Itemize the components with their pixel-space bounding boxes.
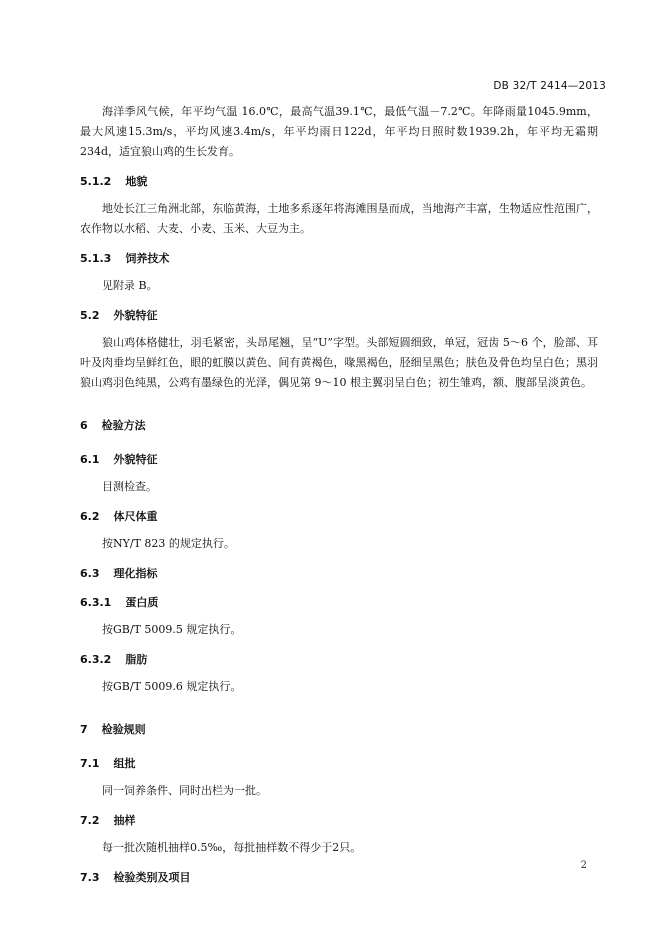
heading-5-1-3: [80, 250, 598, 268]
section-title: 理化指标: [113, 567, 158, 580]
heading-6-2: [80, 508, 598, 526]
heading-7-3: [80, 869, 598, 887]
section-number: 6.3: [80, 567, 100, 580]
heading-7-1: [80, 755, 598, 773]
paragraph-appearance: 狼山鸡体格健壮，羽毛紧密，头昂尾翘，呈“U”字型。头部短圆细致，单冠，冠齿 5～6 个，脸部、耳叶及肉垂均呈鲜红色，眼的虹膜以黄色、间有黄褐色，喙黑褐色，胫细呈黑色；肤色及骨色均呈白色；黑羽狼山鸡羽色纯黑，公鸡有墨绿色的光泽，偶见第 9～10 根主翼羽呈白色；初生雏鸡，额、腹部呈淡黄色。: [80, 336, 598, 389]
paragraph-fat: 按GB/T 5009.6 规定执行。: [102, 680, 242, 693]
section-number: 6.1: [80, 453, 100, 466]
section-number: 7.3: [80, 871, 100, 884]
section-title: 外貌特征: [113, 453, 158, 466]
paragraph-feeding: 见附录 B。: [102, 279, 158, 292]
heading-6-3-1: [80, 594, 598, 612]
section-title: 检验规则: [101, 723, 146, 736]
paragraph-batch: 同一饲养条件、同时出栏为一批。: [102, 784, 267, 797]
section-title: 饲养技术: [125, 252, 170, 265]
section-number: 6.3.2: [80, 653, 112, 666]
section-number: 6: [80, 419, 88, 432]
section-title: 地貌: [125, 175, 148, 188]
heading-7: [80, 721, 598, 739]
section-number: 7.2: [80, 814, 100, 827]
paragraph-protein: 按GB/T 5009.5 规定执行。: [102, 623, 242, 636]
heading-5-1-2: [80, 173, 598, 191]
section-title: 外貌特征: [113, 309, 158, 322]
section-number: 7: [80, 723, 88, 736]
section-number: 5.1.3: [80, 252, 112, 265]
section-number: 7.1: [80, 757, 100, 770]
paragraph-sampling: 每一批次随机抽样0.5‰，每批抽样数不得少于2只。: [102, 841, 362, 854]
page-number: 2: [580, 860, 587, 871]
heading-6-3: [80, 565, 598, 583]
heading-7-2: [80, 812, 598, 830]
heading-6: [80, 417, 598, 435]
section-number: 6.2: [80, 510, 100, 523]
paragraph-climate: 海洋季风气候，年平均气温 16.0℃，最高气温39.1℃，最低气温－7.2℃。年降雨量1045.9mm，最大风速15.3m/s，平均风速3.4m/s，年平均雨日122d，年平均日照时数1939.2h，年平均无霜期234d，适宜狼山鸡的生长发育。: [80, 105, 598, 158]
section-title: 检验类别及项目: [113, 871, 191, 884]
section-title: 脂肪: [125, 653, 148, 666]
section-title: 检验方法: [101, 419, 146, 432]
section-number: 6.3.1: [80, 596, 112, 609]
section-title: 抽样: [113, 814, 136, 827]
section-number: 5.2: [80, 309, 100, 322]
section-title: 蛋白质: [125, 596, 159, 609]
section-title: 组批: [113, 757, 136, 770]
paragraph-landform: 地处长江三角洲北部，东临黄海，土地多系逐年将海滩围垦而成，当地海产丰富，生物适应性范围广，农作物以水稻、大麦、小麦、玉米、大豆为主。: [80, 202, 598, 235]
paragraph-visual-check: 目测检查。: [102, 480, 157, 493]
heading-5-2: [80, 307, 598, 325]
section-number: 5.1.2: [80, 175, 112, 188]
document-body: [80, 102, 598, 887]
heading-6-3-2: [80, 651, 598, 669]
document-code: DB 32/T 2414—2013: [493, 80, 606, 92]
heading-6-1: [80, 451, 598, 469]
section-title: 体尺体重: [113, 510, 158, 523]
paragraph-body-measure: 按NY/T 823 的规定执行。: [102, 537, 235, 550]
